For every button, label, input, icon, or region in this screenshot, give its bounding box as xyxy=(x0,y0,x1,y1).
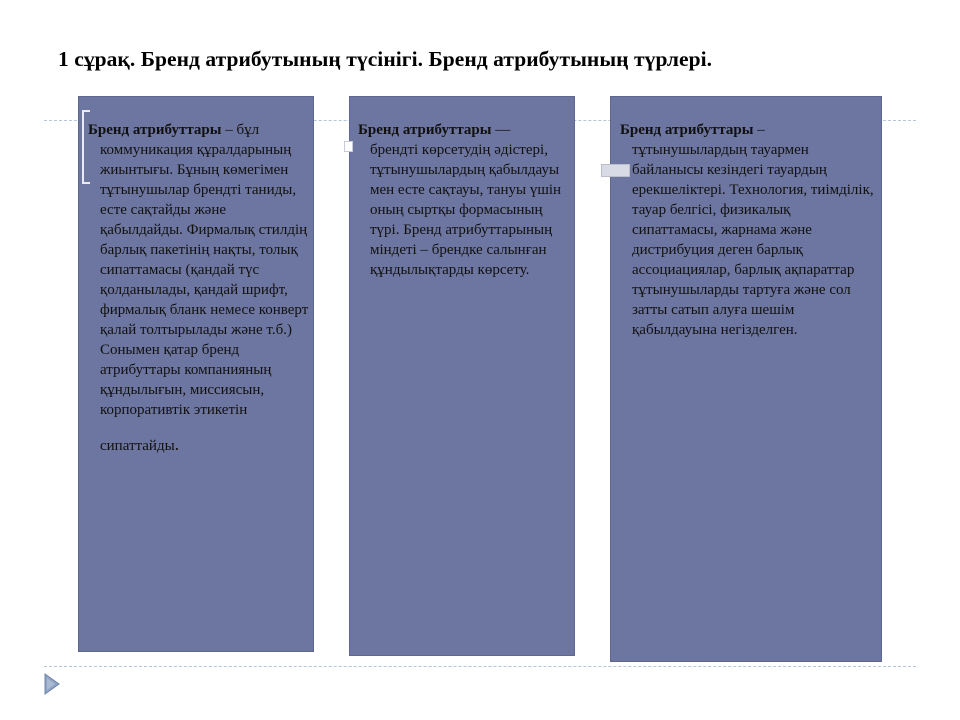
panel-2-body: брендті көрсетудің әдістері, тұтынушылардың қабылдауы мен есте сақтауы, тануы үшін оның сыртқы формасының түрі. Бренд атрибуттарының міндеті – брендке салынған құндылықтарды көрсету. xyxy=(370,142,562,278)
panel-3-term: Бренд атрибуттары xyxy=(620,122,754,138)
panel-1-last-line xyxy=(88,434,310,456)
panel-1-text xyxy=(88,120,310,456)
dashed-rule-bottom xyxy=(44,666,916,667)
panel-2-term: Бренд атрибуттары xyxy=(358,122,492,138)
panel-2-term-rest: — xyxy=(491,122,511,138)
panel-1-term: Бренд атрибуттары xyxy=(88,122,222,138)
panel-3-body: тұтынушылардың тауармен байланысы кезіндегі тауардың ерекшеліктері. Технология, тиімділік, тауар белгісі, физикалық сипаттамасы, жарнама және дистрибуция деген барлық ассоциациялар, барлық ақпараттар тұтынушыларды тартуға және сол затты сатып алуға шешім қабылдауына негізделген. xyxy=(632,142,874,338)
slide-title: 1 сұрақ. Бренд атрибутының түсінігі. Бренд атрибутының түрлері. xyxy=(58,47,713,71)
panel-2-text xyxy=(358,120,570,280)
play-triangle-icon[interactable] xyxy=(44,673,60,695)
panel-1-last-word: сипаттайды xyxy=(100,438,175,454)
panel-1-body: коммуникация құралдарының жиынтығы. Бұның көмегімен тұтынушылар брендті таниды, есте сақтайды және қабылдайды. Фирмалық стилдің барлық пакетінің нақты, толық сипаттамасы (қандай түс қолданылады, қандай шрифт, фирмалық бланк немесе конверт қалай толтырылады және т.б.) Сонымен қатар бренд атрибуттары компанияның құндылығын, миссиясын, корпоративтік этикетін xyxy=(100,142,309,418)
panel-1-spacer xyxy=(88,420,310,434)
panel-1-term-rest: – бұл xyxy=(221,122,260,138)
panel-1-last-period: . xyxy=(174,434,180,454)
panel-3-text xyxy=(620,120,875,340)
panel-3-term-rest: – xyxy=(753,122,765,138)
panel-2-notch-decoration xyxy=(344,141,353,152)
